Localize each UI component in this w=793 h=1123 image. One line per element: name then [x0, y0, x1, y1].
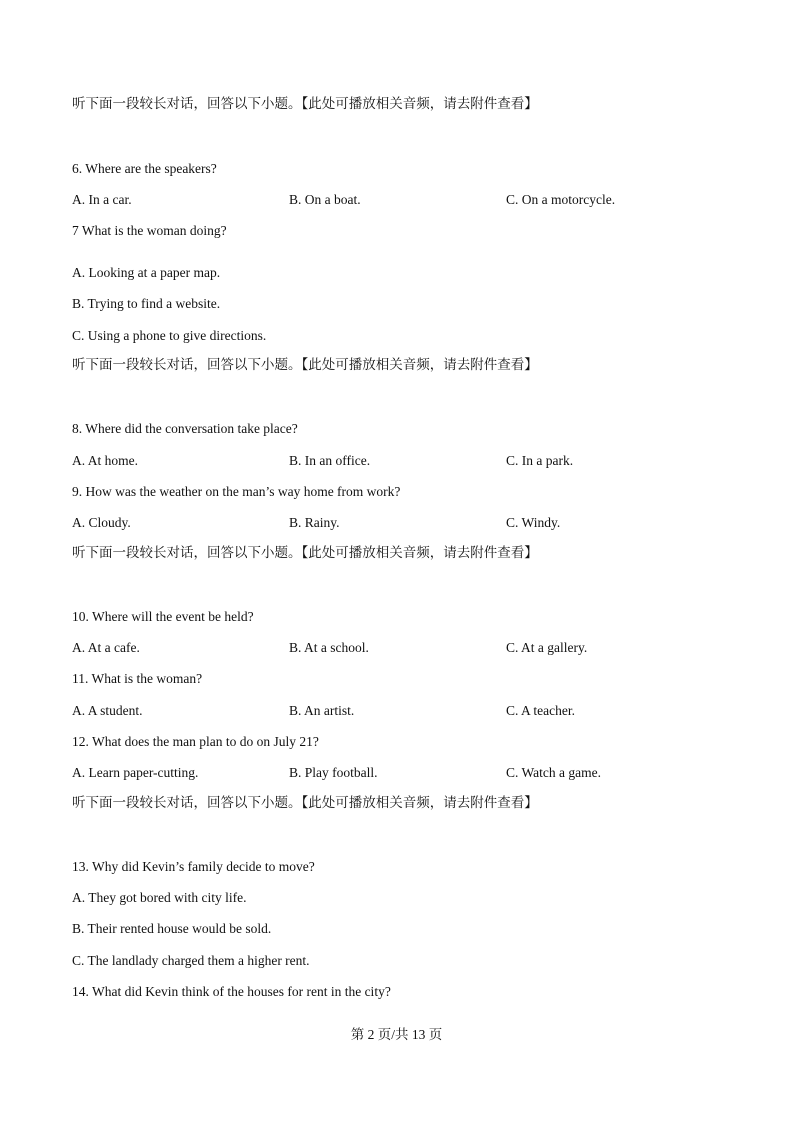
question-12-option-c: C. Watch a game.: [506, 765, 602, 780]
question-8-option-b: B. In an office.: [289, 453, 371, 468]
page-footer: 第 2 页/共 13 页: [350, 1027, 443, 1042]
listening-instruction: 听下面一段较长对话，回答以下小题。【此处可播放相关音频，请去附件查看】: [72, 357, 538, 373]
question-9-option-b: B. Rainy.: [289, 515, 340, 530]
question-12-stem: 12. What does the man plan to do on July 21?: [72, 734, 319, 749]
question-13-stem: 13. Why did Kevin’s family decide to move?: [72, 859, 315, 874]
question-6-option-a: A. In a car.: [72, 192, 132, 207]
question-7-option-c: C. Using a phone to give directions.: [72, 328, 267, 343]
question-8-option-c: C. In a park.: [506, 453, 574, 468]
question-11-option-c: C. A teacher.: [506, 703, 575, 718]
listening-instruction: 听下面一段较长对话，回答以下小题。【此处可播放相关音频，请去附件查看】: [72, 795, 538, 811]
question-7-option-b: B. Trying to find a website.: [72, 296, 221, 311]
question-6-stem: 6. Where are the speakers?: [72, 161, 217, 176]
question-13-option-c: C. The landlady charged them a higher rent.: [72, 953, 310, 968]
question-13-option-b: B. Their rented house would be sold.: [72, 921, 272, 936]
question-12-option-b: B. Play football.: [289, 765, 378, 780]
question-11-option-b: B. An artist.: [289, 703, 355, 718]
question-10-option-b: B. At a school.: [289, 640, 369, 655]
question-7-option-a: A. Looking at a paper map.: [72, 265, 221, 280]
question-7-stem: 7 What is the woman doing?: [72, 223, 227, 238]
question-14-stem: 14. What did Kevin think of the houses for rent in the city?: [72, 984, 391, 999]
listening-instruction: 听下面一段较长对话，回答以下小题。【此处可播放相关音频，请去附件查看】: [72, 545, 538, 561]
question-6-option-c: C. On a motorcycle.: [506, 192, 616, 207]
question-9-option-c: C. Windy.: [506, 515, 561, 530]
question-9-stem: 9. How was the weather on the man’s way home from work?: [72, 484, 401, 499]
question-11-option-a: A. A student.: [72, 703, 143, 718]
question-11-stem: 11. What is the woman?: [72, 671, 203, 686]
question-12-option-a: A. Learn paper-cutting.: [72, 765, 199, 780]
question-9-option-a: A. Cloudy.: [72, 515, 131, 530]
question-8-option-a: A. At home.: [72, 453, 138, 468]
question-6-option-b: B. On a boat.: [289, 192, 361, 207]
listening-instruction: 听下面一段较长对话，回答以下小题。【此处可播放相关音频，请去附件查看】: [72, 96, 538, 112]
question-10-option-c: C. At a gallery.: [506, 640, 588, 655]
question-10-option-a: A. At a cafe.: [72, 640, 140, 655]
question-13-option-a: A. They got bored with city life.: [72, 890, 247, 905]
question-8-stem: 8. Where did the conversation take place?: [72, 421, 298, 436]
question-10-stem: 10. Where will the event be held?: [72, 609, 254, 624]
